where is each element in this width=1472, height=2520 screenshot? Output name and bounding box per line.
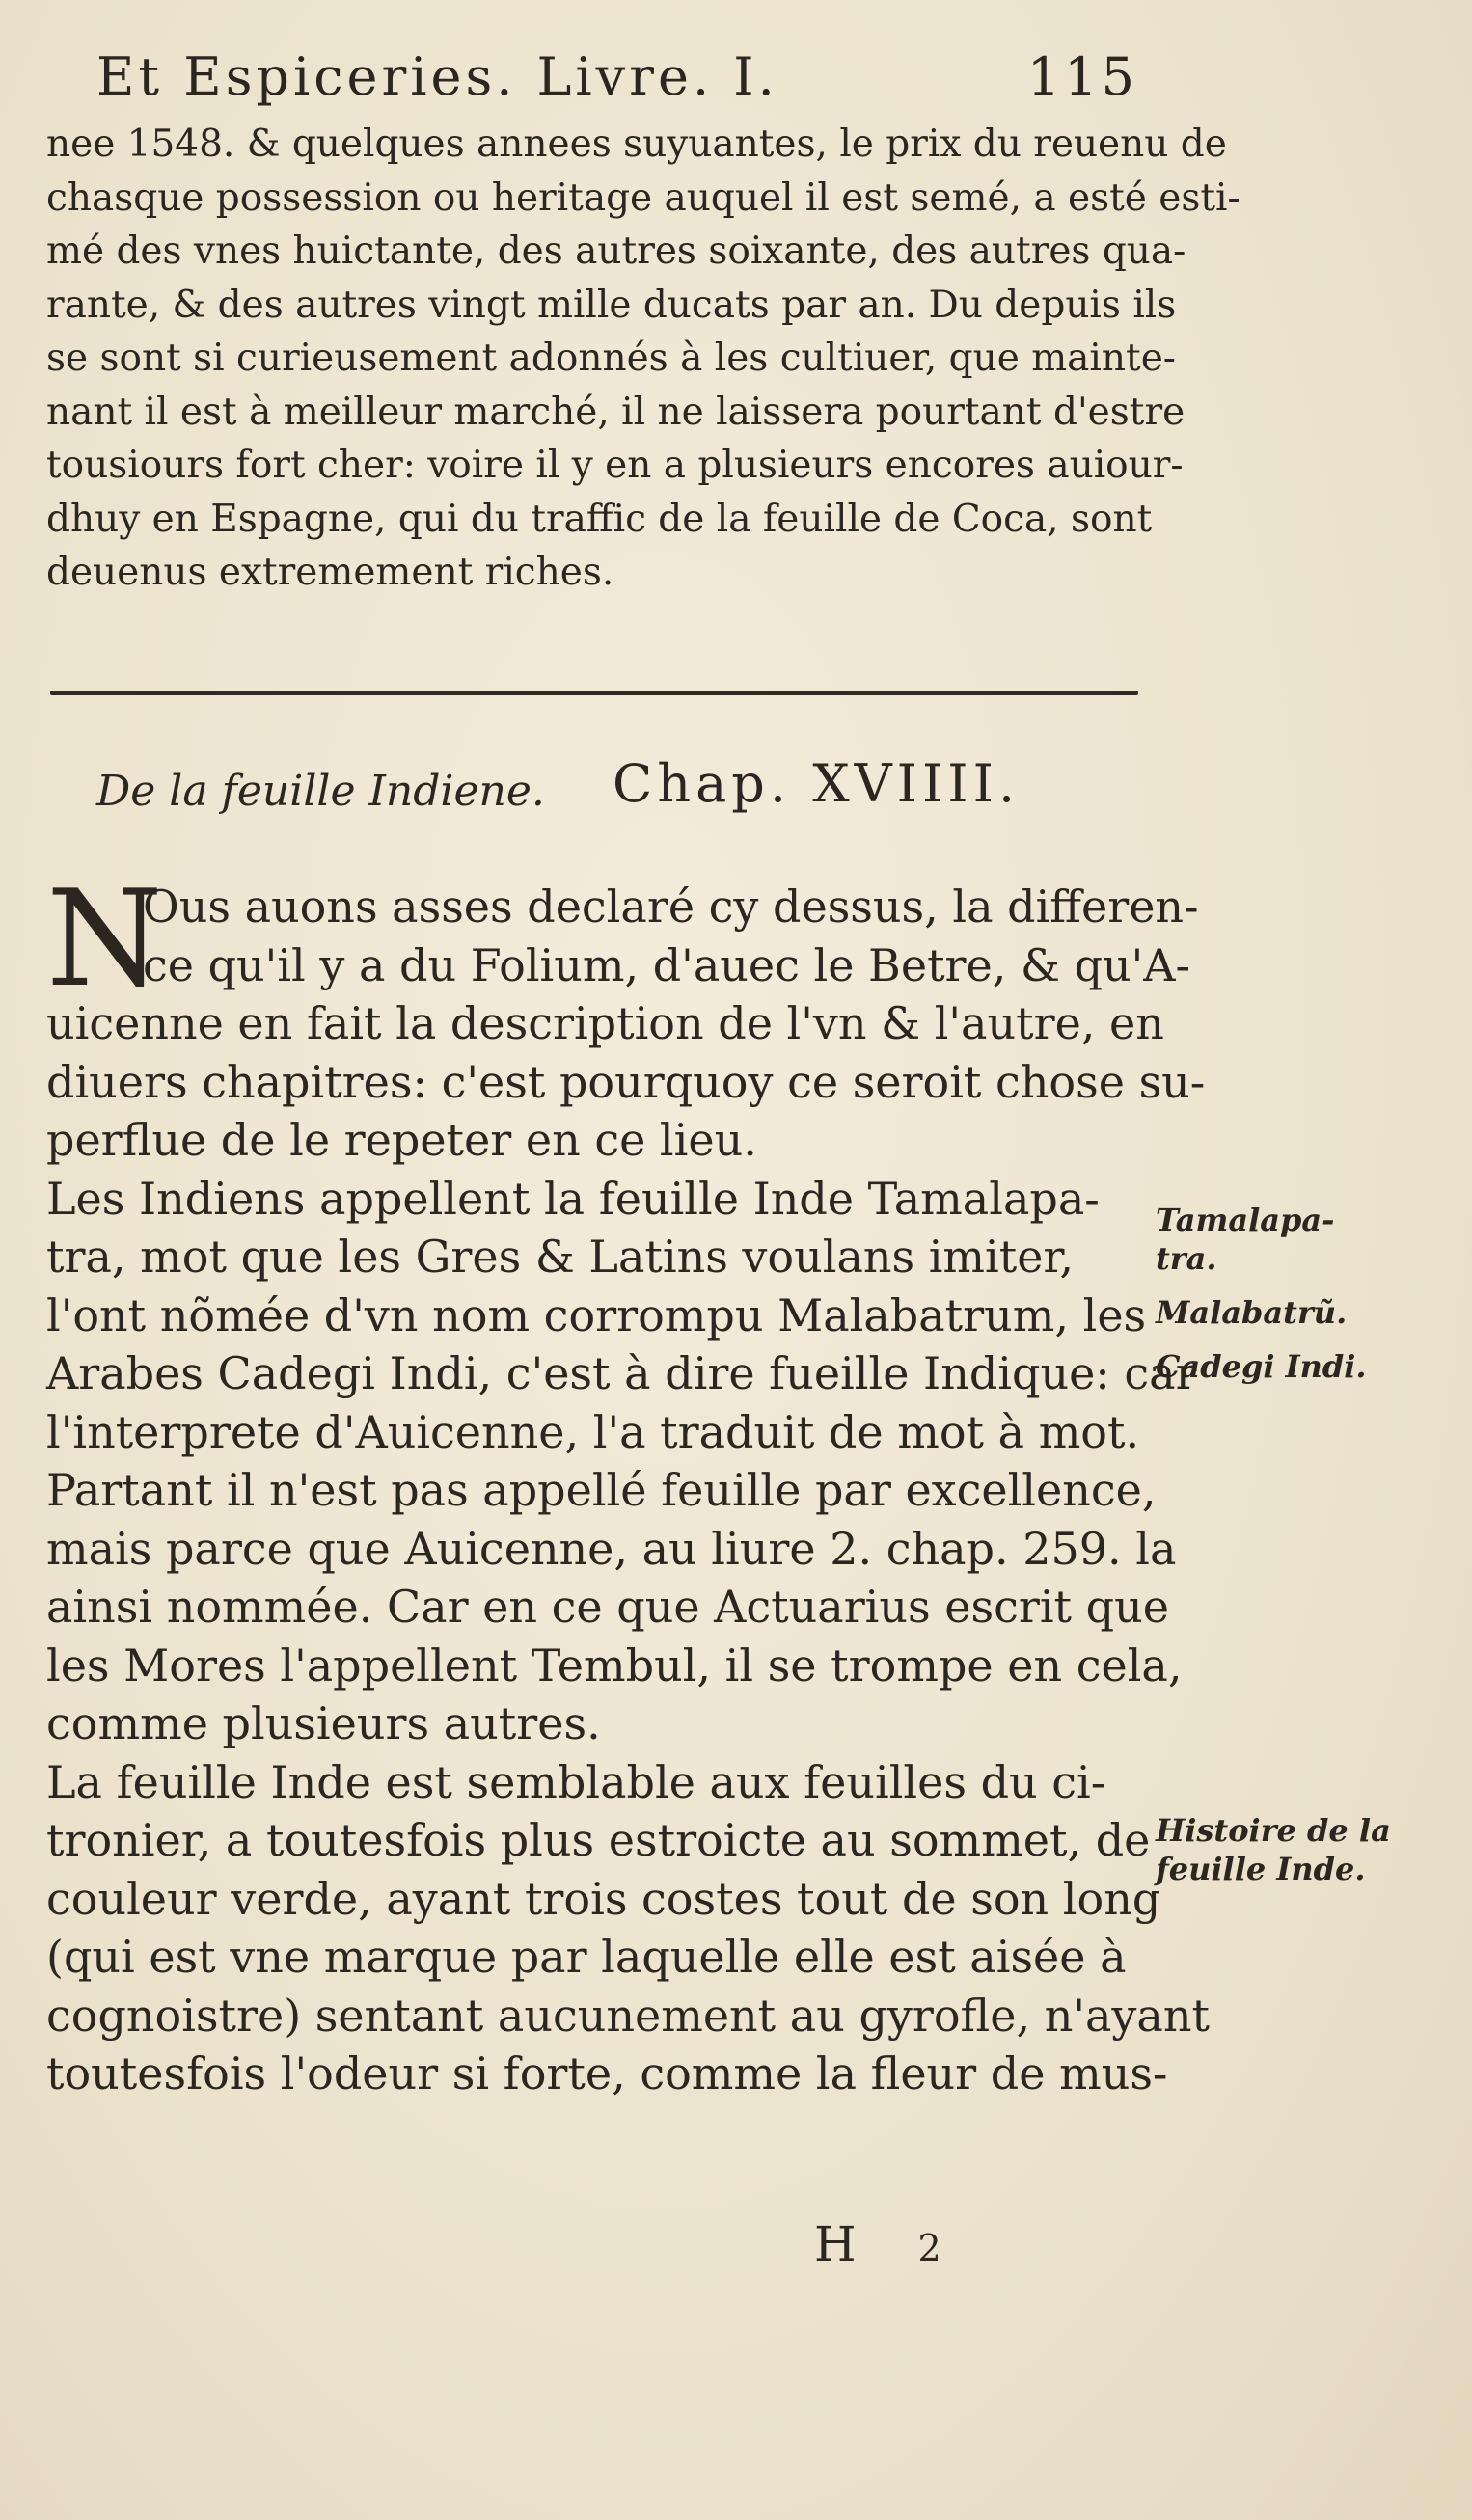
text-line: nee 1548. & quelques annees suyuantes, le prix du reuenu de [46,122,1227,166]
text-line: mé des vnes huictante, des autres soixante, des autres qua- [46,230,1186,273]
paragraph-2 [46,1170,1197,1753]
text-line: tra, mot que les Gres & Latins voulans imiter, [46,1231,1075,1283]
margin-note-names [1156,1201,1367,1386]
text-line: rante, & des autres vingt mille ducats par an. Du depuis ils [46,283,1177,327]
page-number: 115 [1026,46,1138,107]
margin-note-line: tra. [1156,1240,1217,1277]
text-line: ce qu'il y a du Folium, d'auec le Betre, & qu'A- [143,938,1191,991]
chapter-body [46,861,1210,2103]
text-line: tronier, a toutesfois plus estroicte au sommet, de [46,1814,1151,1866]
paragraph-3 [46,1753,1210,2103]
chapter-title: De la feuille Indiene. [96,767,545,816]
text-line: diuers chapitres: c'est pourquoy ce seroit chose su- [46,1055,1206,1108]
text-line: chasque possession ou heritage auquel il est semé, a esté esti- [46,176,1240,220]
text-line: Arabes Cadegi Indi, c'est à dire fueille Indique: car [46,1347,1197,1399]
paragraph-1 [46,861,1206,1170]
margin-note-line: Tamalapa- [1156,1202,1335,1238]
running-head [96,46,1138,107]
margin-note-line: feuille Inde. [1156,1851,1366,1887]
text-line: tousiours fort cher: voire il y en a plusieurs encores auiour- [46,444,1184,487]
text-line: l'interprete d'Auicenne, l'a traduit de mot à mot. [46,1405,1140,1458]
text-line: se sont si curieusement adonnés à les cultiuer, que mainte- [46,337,1176,380]
signature-mark [814,2216,965,2272]
text-line: toutesfois l'odeur si forte, comme la fleur de mus- [46,2047,1168,2100]
margin-note-line: Malabatrũ. [1156,1294,1348,1331]
text-line: l'ont nõmée d'vn nom corrompu Malabatrum, les [46,1288,1147,1341]
text-line: les Mores l'appellent Tembul, il se trompe en cela, [46,1639,1183,1692]
text-line: mais parce que Auicenne, au liure 2. chap. 259. la [46,1522,1177,1575]
signature-letter: H [814,2216,880,2272]
text-line: deuenus extremement riches. [46,551,614,594]
running-head-title: Et Espiceries. Livre. I. [96,46,778,107]
text-line: La feuille Inde est semblable aux feuilles du ci- [46,1755,1106,1808]
top-paragraph [46,118,1240,600]
margin-note-line: Cadegi Indi. [1156,1348,1367,1385]
drop-cap: N [46,861,163,1016]
margin-note-line: Histoire de la [1156,1812,1391,1849]
text-line: dhuy en Espagne, qui du traffic de la feuille de Coca, sont [46,497,1153,541]
text-line: uicenne en fait la description de l'vn & l'autre, en [46,997,1164,1049]
text-line: Les Indiens appellent la feuille Inde Tamalapa- [46,1172,1100,1225]
text-line: Partant il n'est pas appellé feuille par excellence, [46,1464,1157,1516]
section-rule [50,691,1138,695]
chapter-number: Chap. XVIIII. [613,753,1021,814]
text-line: comme plusieurs autres. [46,1697,601,1749]
text-line: nant il est à meilleur marché, il ne laissera pourtant d'estre [46,390,1186,434]
text-line: cognoistre) sentant aucunement au gyrofle, n'ayant [46,1989,1210,2042]
text-line: (qui est vne marque par laquelle elle est aisée à [46,1931,1127,1983]
chapter-heading [96,753,1138,818]
text-line: ainsi nommée. Car en ce que Actuarius escrit que [46,1581,1169,1633]
signature-number: 2 [917,2227,965,2269]
text-line: perflue de le repeter en ce lieu. [46,1114,757,1166]
margin-note-histoire [1156,1811,1391,1888]
text-line: Ous auons asses declaré cy dessus, la differen- [143,881,1199,933]
text-line: couleur verde, ayant trois costes tout de son long [46,1872,1161,1925]
